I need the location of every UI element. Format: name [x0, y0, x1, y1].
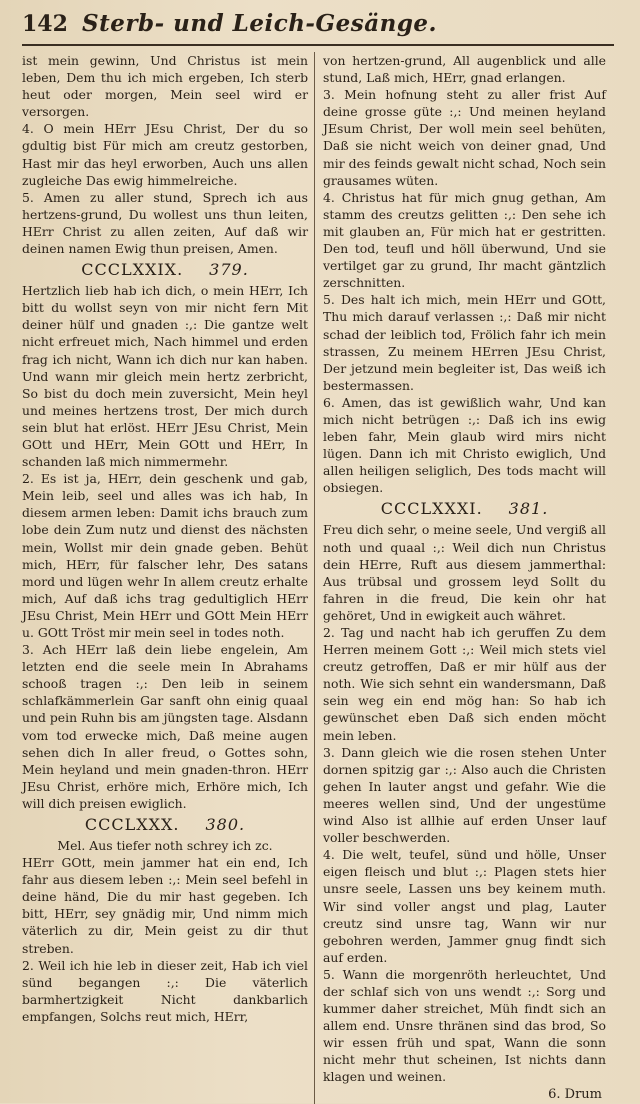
text-columns [22, 52, 614, 1104]
hymn-verse: HErr GOtt, mein jammer hat ein end, Ich fahr aus diesem leben :,: Mein seel befehl in deine händ, Die du mir hast gegeben. Ich bitt, HErr, sey gnädig mir, Und nimm mich väterlich zu dir, Mein geist zu dir thut streben. [22, 855, 308, 956]
hymn-number: 381. [508, 499, 549, 519]
hymn-verse: 4. O mein HErr JEsu Christ, Der du so gdultig bist Für mich am creutz gestorben, Hast mir das heyl erworben, Auch uns allen zugleiche Das ewig himmelreiche. [22, 121, 308, 188]
page-number: 142 [22, 11, 68, 37]
hymn-verse: 5. Amen zu aller stund, Sprech ich aus hertzens-grund, Du wollest uns thun leiten, HErr Christ zu allen zeiten, Auf daß wir deinen namen Ewig thun preisen, Amen. [22, 189, 308, 257]
hymn-heading [323, 498, 606, 520]
hymn-roman-numeral: CCCLXXIX. [81, 260, 184, 280]
hymn-heading [22, 259, 308, 281]
hymn-verse: 4. Christus hat für mich gnug gethan, Am stamm des creutzs gelitten :,: Den sehe ich mit glauben an, Für mich hat er gestritten. Den tod, teufl und höll überwund, Und sie vertilget gar zu grund, Ihr macht gäntzlich zerschnitten. [323, 189, 606, 291]
hymn-verse: 2. Weil ich hie leb in dieser zeit, Hab ich viel sünd begangen :,: Die väterlich barmhertzigkeit Nicht dankbarlich empfangen, Solchs reut mich, HErr, [22, 957, 308, 1024]
hymn-verse: 3. Ach HErr laß dein liebe engelein, Am letzten end die seele mein In Abrahams schooß tragen :,: Den leib in seinem schlafkämmerlein Gar sanft ohn einig quaal und pein Ruhn bis am jüngsten tage. Alsdann vom tod erwecke mich, Daß meine augen sehen dich In aller freud, o Gottes sohn, Mein heyland und mein gnaden-thron. HErr JEsu Christ, erhöre mich, Erhöre mich, Ich will dich preisen ewiglich. [22, 642, 308, 811]
catchword: 6. Drum [548, 1086, 602, 1102]
hymn-roman-numeral: CCCLXXXI. [380, 499, 483, 519]
hymn-verse: 5. Wann die morgenröth herleuchtet, Und der schlaf sich von uns wendt :,: Sorg und kummer daher streichet, Müh findt sich an allem end. Unsre thränen sind das brod, So wir essen früh und spat, Wann die sonn nicht mehr thut scheinen, Ist nichts dann klagen und weinen. [323, 966, 606, 1085]
hymn-verse: ist mein gewinn, Und Christus ist mein leben, Dem thu ich mich ergeben, Ich sterb heut oder morgen, Mein seel wird er versorgen. [22, 53, 308, 120]
hymn-number: 380. [205, 815, 246, 835]
running-head: Sterb- und Leich-Gesänge. [82, 10, 438, 37]
hymn-roman-numeral: CCCLXXX. [84, 815, 180, 835]
hymn-verse: 3. Mein hofnung steht zu aller frist Auf deine grosse güte :,: Und meinen heyland JEsum Christ, Der woll mein seel behüten, Daß sie nicht weich von deiner gnad, Und mir des feinds gewalt nicht schad, Noch sein grausames wüten. [323, 87, 606, 188]
hymn-verse: 4. Die welt, teufel, sünd und hölle, Unser eigen fleisch und blut :,: Plagen stets hier unsre seele, Lassen uns bey keinem muth. Wir sind voller angst und plag, Lauter creutz sind unsre tag, Wann wir nur gebohren werden, Jammer gnug findt sich auf erden. [323, 847, 606, 965]
hymn-verse: 2. Tag und nacht hab ich geruffen Zu dem Herren meinem Gott :,: Weil mich stets viel creutz getroffen, Daß er mir hülf aus der noth. Wie sich sehnt ein wandersmann, Daß sein weg ein end mög han: So hab ich gewünschet eben Daß sich enden möcht mein leben. [323, 625, 606, 743]
hymn-number: 379. [209, 260, 249, 280]
right-column [314, 52, 606, 1104]
hymn-verse: Freu dich sehr, o meine seele, Und vergiß all noth und quaal :,: Weil dich nun Christus dein HErre, Ruft aus diesem jammerthal: Aus trübsal und grossem leyd Sollt du fahren in die freud, Die kein ohr hat gehöret, Und in ewigkeit auch währet. [323, 522, 606, 623]
melody-note: Mel. Aus tiefer noth schrey ich zc. [57, 838, 273, 854]
left-column [22, 52, 314, 1104]
hymn-heading [22, 814, 308, 836]
hymn-verse: 5. Des halt ich mich, mein HErr und GOtt, Thu mich darauf verlassen :,: Daß mir nicht schad der leiblich tod, Frölich fahr ich mein strassen, Zu meinem HErren JEsu Christ, Der jetzund mein begleiter ist, Das weiß ich bestermassen. [323, 292, 606, 393]
hymn-verse: 2. Es ist ja, HErr, dein geschenk und gab, Mein leib, seel und alles was ich hab, In diesem armen leben: Damit ichs brauch zum lobe dein Zum nutz und dienst des nächsten mein, Wollst mir dein gnade geben. Behüt mich, HErr, für falscher lehr, Des satans mord und lügen wehr In allem creutz erhalte mich, Auf daß ichs trag gedultiglich HErr JEsu Christ, Mein HErr und GOtt Mein HErr u. GOtt Tröst mir mein seel in todes noth. [22, 471, 308, 640]
page-header [22, 10, 614, 46]
hymn-verse: 3. Dann gleich wie die rosen stehen Unter dornen spitzig gar :,: Also auch die Christen gehen In lauter angst und gefahr. Wie die meeres wellen sind, Und der ungestüme wind Also ist allhie auf erden Unser lauf voller beschwerden. [323, 744, 606, 846]
hymn-verse: Hertzlich lieb hab ich dich, o mein HErr, Ich bitt du wollst seyn von mir nicht fern Mit deiner hülf und gnaden :,: Die gantze welt nicht erfreuet mich, Nach himmel und erden frag ich nicht, Wann ich dich nur kan haben. Und wann mir gleich mein hertz zerbricht, So bist du doch mein zuversicht, Mein heyl und meines hertzens trost, Der mich durch sein blut hat erlöst. HErr JEsu Christ, Mein GOtt und HErr, Mein GOtt und HErr, In schanden laß mich nimmermehr. [22, 283, 308, 470]
hymn-verse: 6. Amen, das ist gewißlich wahr, Und kan mich nicht betrügen :,: Daß ich ins ewig leben fahr, Mein glaub wird mirs nicht lügen. Dann ich mit Christo ewiglich, Und allen heiligen seliglich, Des tods macht will obsiegen. [323, 394, 606, 496]
hymn-verse: von hertzen-grund, All augenblick und alle stund, Laß mich, HErr, gnad erlangen. [323, 53, 606, 86]
